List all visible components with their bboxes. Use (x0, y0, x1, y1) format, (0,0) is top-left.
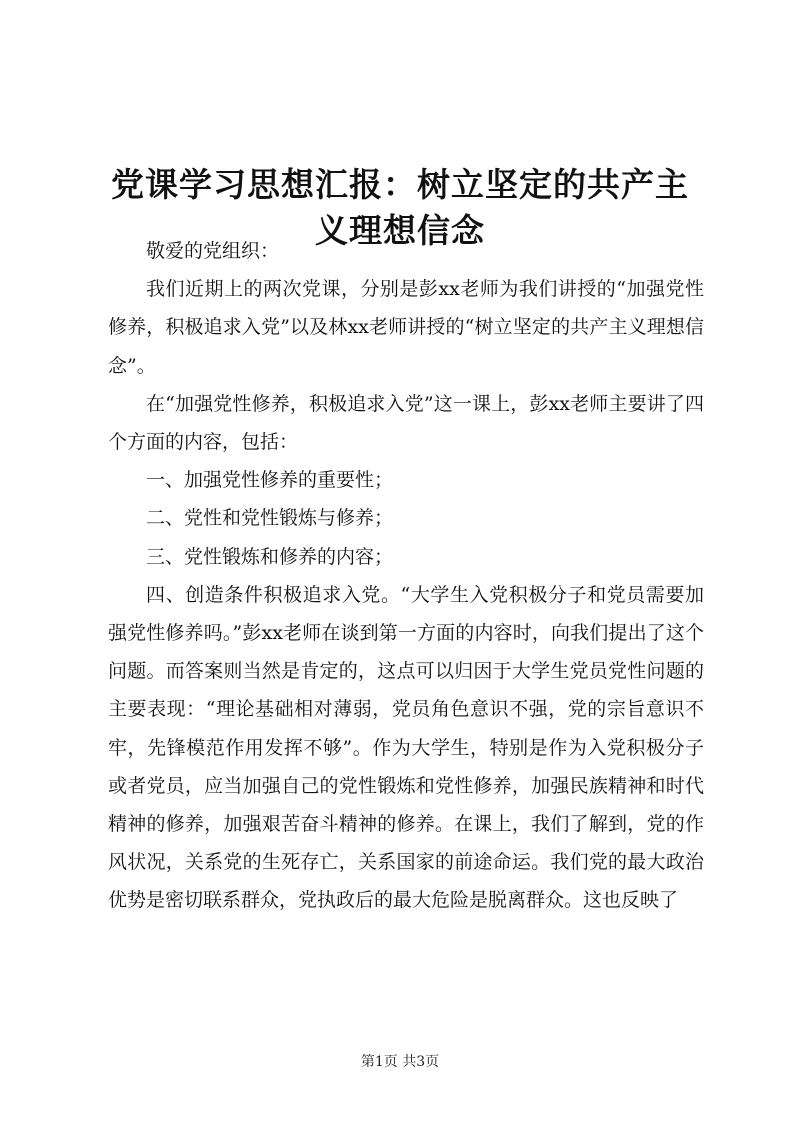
salutation: 敬爱的党组织： (146, 240, 280, 262)
list-item: 二、党性和党性锻炼与修养； (146, 507, 394, 530)
document-body (108, 232, 704, 920)
document-title: 党课学习思想汇报：树立坚定的共产主义理想信念 (111, 165, 689, 251)
page-footer: 第1页 共3页 (360, 1054, 440, 1070)
paragraph: 在“加强党性修养，积极追求入党”这一课上，彭xx老师主要讲了四个方面的内容，包括： (108, 392, 704, 454)
list-item: 三、党性锻炼和修养的内容； (146, 545, 394, 568)
list-item: 一、加强党性修养的重要性； (146, 469, 394, 492)
paragraph: 我们近期上的两次党课，分别是彭xx老师为我们讲授的“加强党性修养，积极追求入党”以及林xx老师讲授的“树立坚定的共产主义理想信念”。 (108, 278, 704, 377)
paragraph: 四、创造条件积极追求入党。“大学生入党积极分子和党员需要加强党性修养吗。”彭xx老师在谈到第一方面的内容时，向我们提出了这个问题。而答案则当然是肯定的，这点可以归因于大学生党员党性问题的主要表现：“理论基础相对薄弱，党员角色意识不强，党的宗旨意识不牢，先锋模范作用发挥不够”。作为大学生，特别是作为入党积极分子或者党员，应当加强自己的党性锻炼和党性修养，加强民族精神和时代精神的修养，加强艰苦奋斗精神的修养。在课上，我们了解到，党的作风状况，关系党的生死存亡，关系国家的前途命运。我们党的最大政治优势是密切联系群众，党执政后的最大危险是脱离群众。这也反映了 (108, 583, 704, 912)
